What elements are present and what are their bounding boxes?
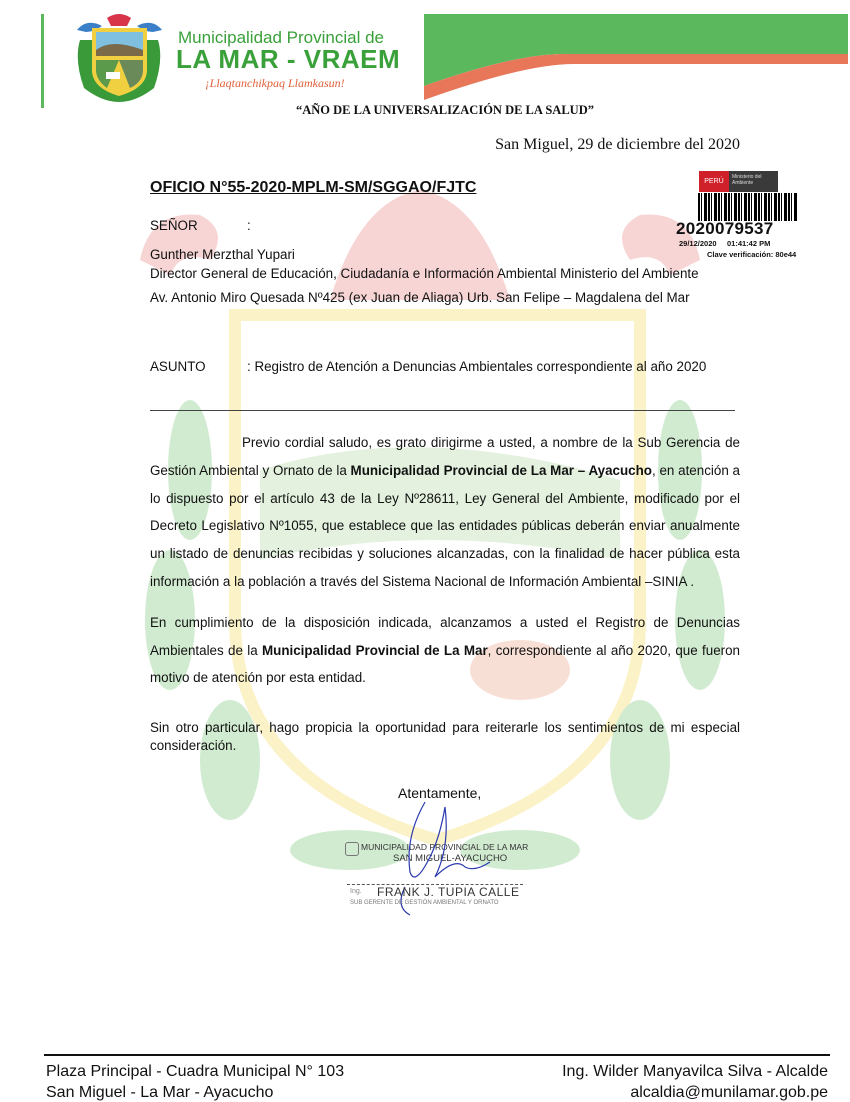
ministry-label: Ministerio del Ambiente <box>732 174 762 186</box>
p1-text-b: , en atención a lo dispuesto por el artículo 43 de la Ley Nº28611, Ley General del Ambiente, modificado por el Decreto Legislativo Nº1055, que establece que las entidades públicas deberán enviar anualmente un listado de denuncias recibidas y soluciones alcanzadas, con la finalidad de hacer pública esta información a la población a través del Sistema Nacional de Información Ambiental –SINIA . <box>150 462 740 589</box>
date-line: San Miguel, 29 de diciembre del 2020 <box>495 136 740 153</box>
header-banner <box>424 14 848 102</box>
receipt-stamp <box>676 166 820 262</box>
ministry-logo <box>699 171 778 192</box>
document-reference: OFICIO N°55-2020-MPLM-SM/SGGAO/FJTC <box>150 179 477 196</box>
recipient-address: Av. Antonio Miro Quesada Nº425 (ex Juan de Aliaga) Urb. San Felipe – Magdalena del Mar <box>150 290 690 305</box>
org-motto: ¡Llaqtanchikpaq Llamkasun! <box>205 76 345 90</box>
stamp-line1: MUNICIPALIDAD PROVINCIAL DE LA MAR <box>361 842 529 852</box>
receipt-date: 29/12/2020 <box>679 239 717 248</box>
crown-icon <box>140 190 700 300</box>
p2-text-b: , correspondiente al año 2020, que fueron motivo de atención por esta entidad. <box>150 642 740 686</box>
org-name-line1: Municipalidad Provincial de <box>178 28 385 47</box>
closing: Atentamente, <box>398 785 482 801</box>
body-paragraph-3: Sin otro particular, hago propicia la oportunidad para reiterarle los sentimientos de mi especial consideración. <box>150 720 740 753</box>
p1-entity-name: Municipalidad Provincial de La Mar – Ayacucho <box>350 462 652 478</box>
footer-address-1: Plaza Principal - Cuadra Municipal N° 103 <box>46 1063 345 1080</box>
recipient-colon: : <box>247 218 251 233</box>
footer-email[interactable]: alcaldia@munilamar.gob.pe <box>630 1084 828 1101</box>
stamp-title-prefix: Ing. <box>350 888 362 895</box>
footer-address-2: San Miguel - La Mar - Ayacucho <box>46 1084 274 1101</box>
body-paragraph-1 <box>150 429 740 596</box>
verification-key: Clave verificación: 80e44 <box>707 250 797 259</box>
p2-text-a: En cumplimiento de la disposición indicada, alcanzamos a usted el Registro de Denuncias Ambientales de la <box>150 615 740 658</box>
header-left-rule <box>41 14 44 108</box>
peru-label: PERÚ <box>699 171 729 192</box>
stamp-line2: SAN MIGUEL-AYACUCHO <box>393 853 508 864</box>
recipient-position: Director General de Educación, Ciudadanía e Información Ambiental Ministerio del Ambiente <box>150 266 699 281</box>
signer-name: FRANK J. TUPIA CALLE <box>377 885 520 899</box>
signer-role: SUB GERENTE DE GESTIÓN AMBIENTAL Y ORNATO <box>350 900 499 906</box>
footer-mayor: Ing. Wilder Manyavilca Silva - Alcalde <box>562 1063 828 1080</box>
footer-rule <box>44 1054 830 1056</box>
recipient-name: Gunther Merzthal Yupari <box>150 247 295 262</box>
divider <box>150 410 735 411</box>
receipt-number: 2020079537 <box>676 219 774 238</box>
receipt-time: 01:41:42 PM <box>727 239 771 248</box>
org-name-line2: LA MAR - VRAEM <box>176 44 401 74</box>
handwritten-signature <box>365 797 508 917</box>
signature-stamp <box>345 832 535 917</box>
recipient-label: SEÑOR <box>150 218 198 233</box>
p2-entity-name: Municipalidad Provincial de La Mar <box>262 642 488 658</box>
year-motto: “AÑO DE LA UNIVERSALIZACIÓN DE LA SALUD” <box>296 103 594 117</box>
p1-text-a: Previo cordial saludo, es grato dirigirme a usted, a nombre de la Sub Gerencia de Gestión Ambiental y Ornato de la <box>150 435 740 478</box>
barcode-icon <box>698 193 798 221</box>
subject-text: : Registro de Atención a Denuncias Ambientales correspondiente al año 2020 <box>247 359 707 374</box>
subject-label: ASUNTO <box>150 359 206 374</box>
seal-icon <box>345 842 359 856</box>
body-paragraph-2 <box>150 609 740 692</box>
municipal-coat-of-arms-logo <box>72 10 167 105</box>
